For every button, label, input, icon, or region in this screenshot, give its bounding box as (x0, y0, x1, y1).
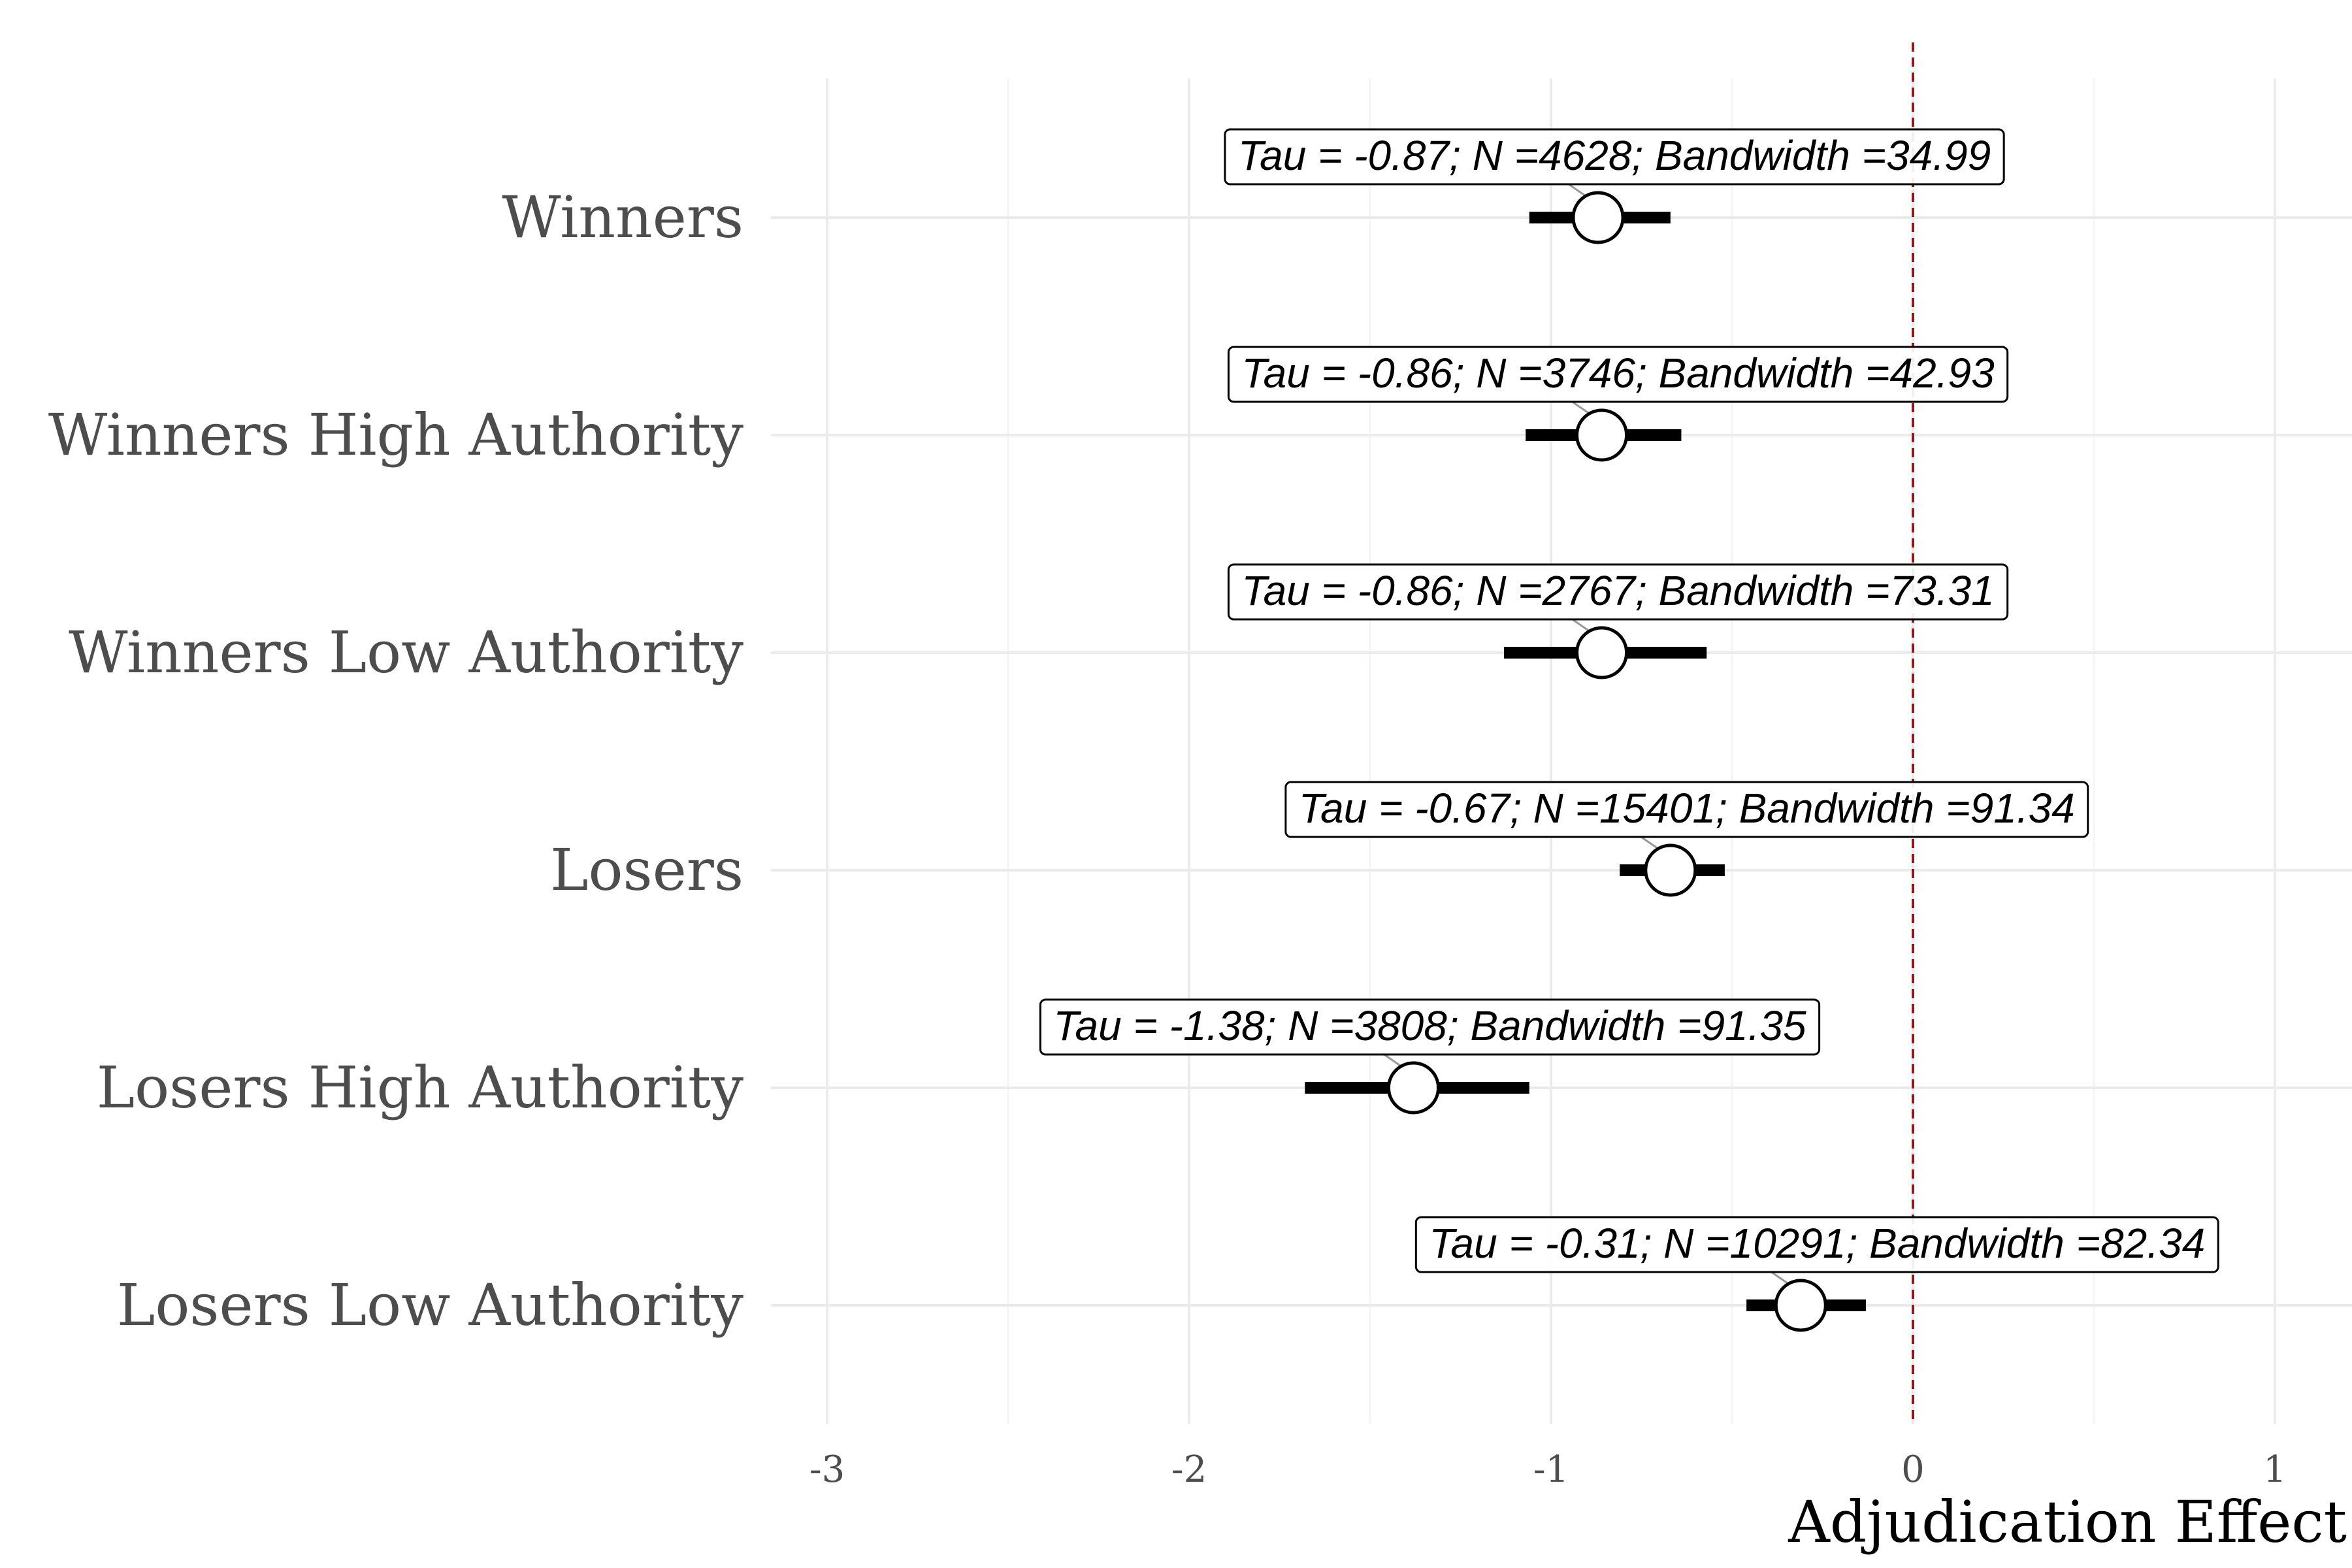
annotation-label: Tau = -0.31; N =10291; Bandwidth =82.34 (1429, 1220, 2206, 1267)
annotation-label: Tau = -0.67; N =15401; Bandwidth =91.34 (1298, 785, 2075, 832)
point-estimate (1577, 410, 1627, 460)
x-axis-title: Adjudication Effect (1788, 1488, 2347, 1556)
annotation-label: Tau = -0.87; N =4628; Bandwidth =34.99 (1237, 132, 1991, 179)
category-label: Losers High Authority (96, 1054, 743, 1121)
x-tick-label: -2 (1171, 1448, 1207, 1491)
point-estimate (1573, 193, 1623, 242)
point-estimate (1577, 628, 1627, 678)
x-tick-label: -1 (1533, 1448, 1569, 1491)
category-label: Winners Low Authority (69, 619, 743, 686)
x-tick-label: 0 (1901, 1448, 1925, 1491)
point-estimate (1776, 1281, 1825, 1330)
annotation-label: Tau = -0.86; N =2767; Bandwidth =73.31 (1241, 567, 1995, 614)
x-tick-label: 1 (2263, 1448, 2287, 1491)
annotation-label: Tau = -1.38; N =3808; Bandwidth =91.35 (1053, 1002, 1806, 1049)
category-label: Losers (550, 836, 743, 904)
annotation-label: Tau = -0.86; N =3746; Bandwidth =42.93 (1241, 350, 1995, 397)
point-estimate (1388, 1063, 1438, 1113)
point-estimate (1646, 845, 1695, 895)
category-label: Losers Low Authority (116, 1271, 743, 1339)
category-label: Winners High Authority (48, 401, 743, 468)
category-label: Winners (502, 184, 743, 251)
x-tick-label: -3 (809, 1448, 845, 1491)
